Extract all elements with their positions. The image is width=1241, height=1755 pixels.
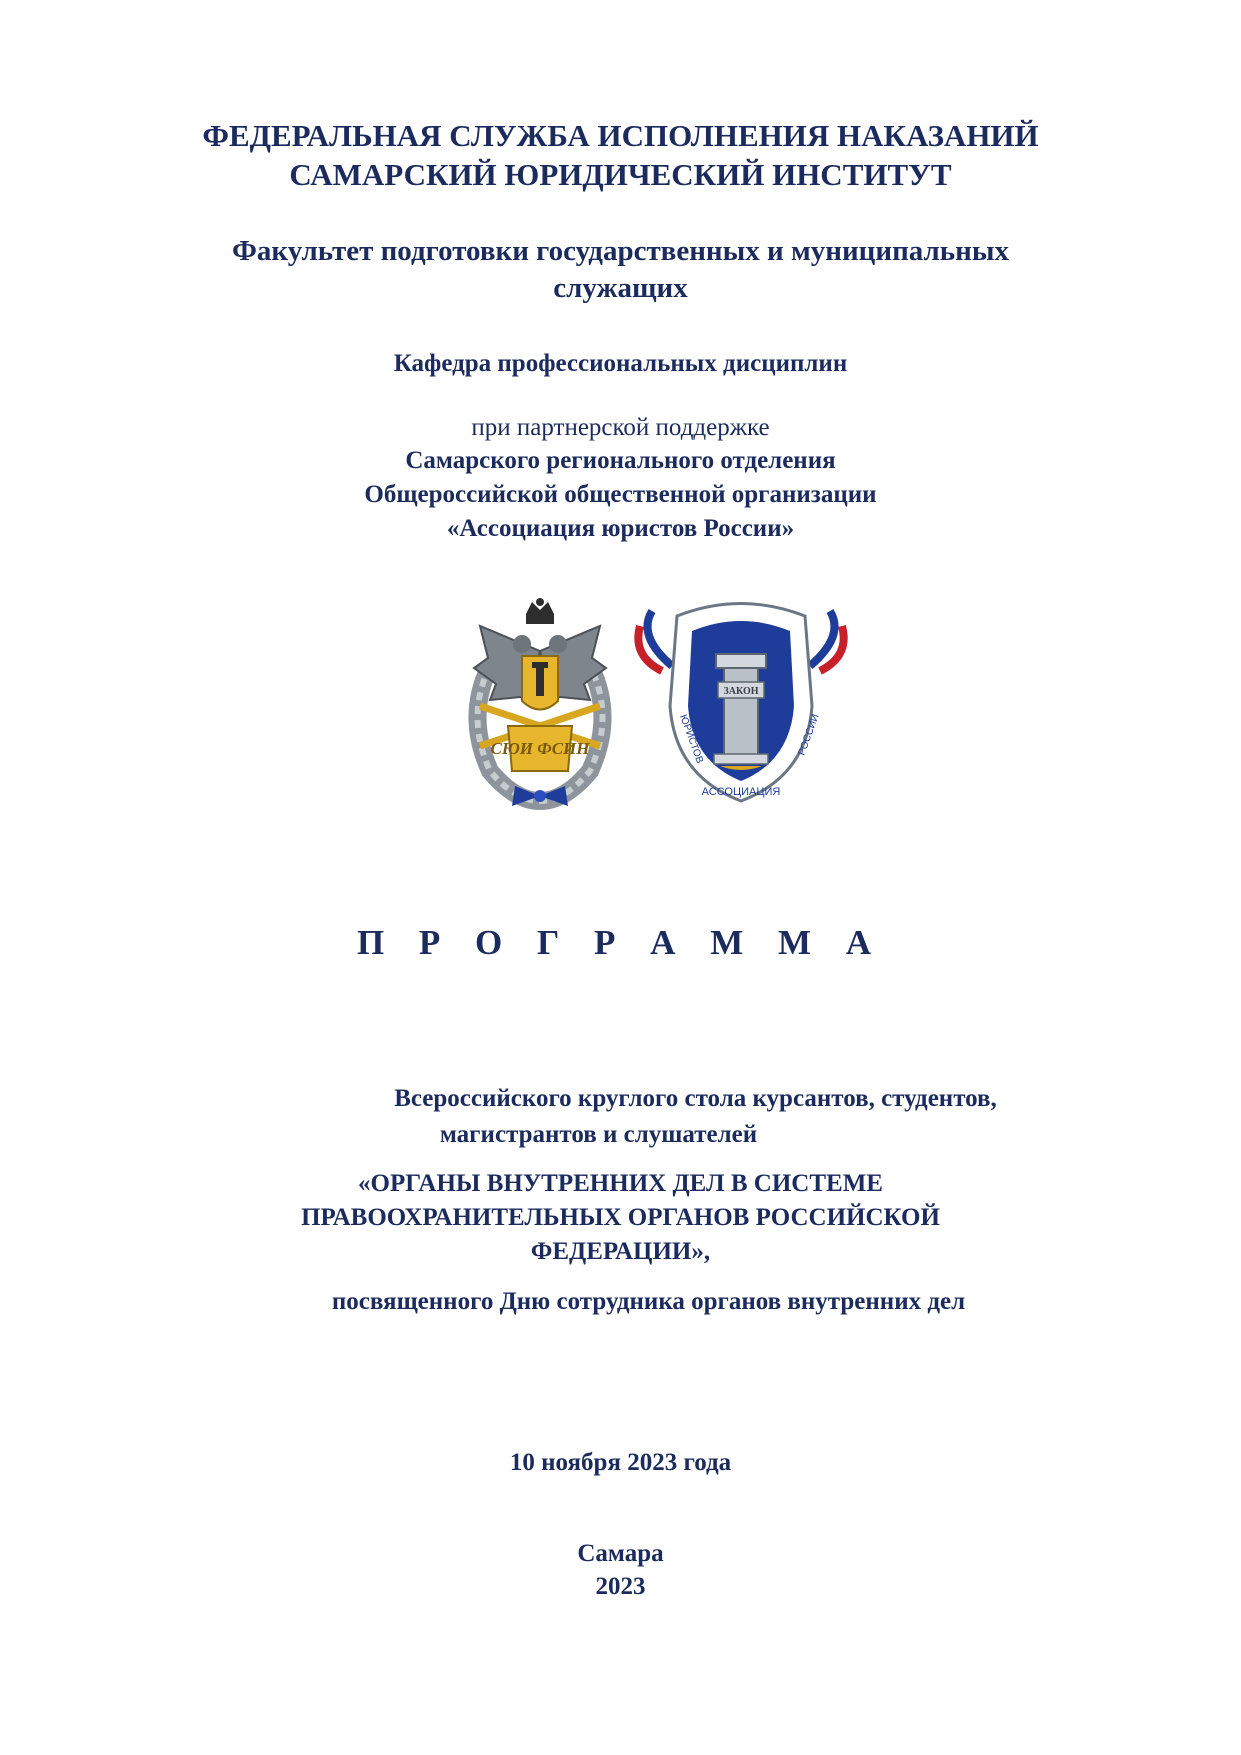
partner-line-1: Самарского регионального отделения [405, 447, 836, 474]
event-line-2: магистрантов и слушателей [439, 1121, 758, 1148]
department-title: Кафедра профессиональных дисциплин [393, 350, 848, 377]
event-line-1: Всероссийского круглого стола курсантов, студентов, [394, 1085, 997, 1112]
svg-text:СЮИ ФСИН: СЮИ ФСИН [490, 739, 590, 758]
dedication: посвященного Дню сотрудника органов внутренних дел [331, 1288, 966, 1315]
svg-text:ЗАКОН: ЗАКОН [723, 686, 759, 697]
theme-line-2: ПРАВООХРАНИТЕЛЬНЫХ ОРГАНОВ РОССИЙСКОЙ [301, 1204, 940, 1231]
agency-title: ФЕДЕРАЛЬНАЯ СЛУЖБА ИСПОЛНЕНИЯ НАКАЗАНИЙ [202, 118, 1039, 153]
faculty-line-1: Факультет подготовки государственных и муниципальных [231, 235, 1009, 267]
svg-text:АССОЦИАЦИЯ: АССОЦИАЦИЯ [701, 786, 781, 798]
year: 2023 [595, 1573, 646, 1600]
partner-line-2: Общероссийской общественной организации [364, 481, 877, 508]
svg-text:РОССИИ: РОССИИ [796, 712, 822, 758]
event-date: 10 ноября 2023 года [509, 1449, 732, 1476]
program-title: П Р О Г Р А М М А [356, 923, 885, 962]
theme-line-3: ФЕДЕРАЦИИ», [530, 1238, 711, 1265]
support-intro: при партнерской поддержке [471, 414, 770, 441]
faculty-line-2: служащих [553, 272, 688, 304]
association-icon [632, 596, 850, 806]
svg-text:ЮРИСТОВ: ЮРИСТОВ [677, 713, 705, 765]
emblem-icon [460, 596, 620, 814]
partner-line-3: «Ассоциация юристов России» [446, 515, 795, 542]
theme-line-1: «ОРГАНЫ ВНУТРЕННИХ ДЕЛ В СИСТЕМЕ [358, 1170, 883, 1197]
institute-title: САМАРСКИЙ ЮРИДИЧЕСКИЙ ИНСТИТУТ [289, 157, 952, 192]
city: Самара [577, 1540, 664, 1567]
